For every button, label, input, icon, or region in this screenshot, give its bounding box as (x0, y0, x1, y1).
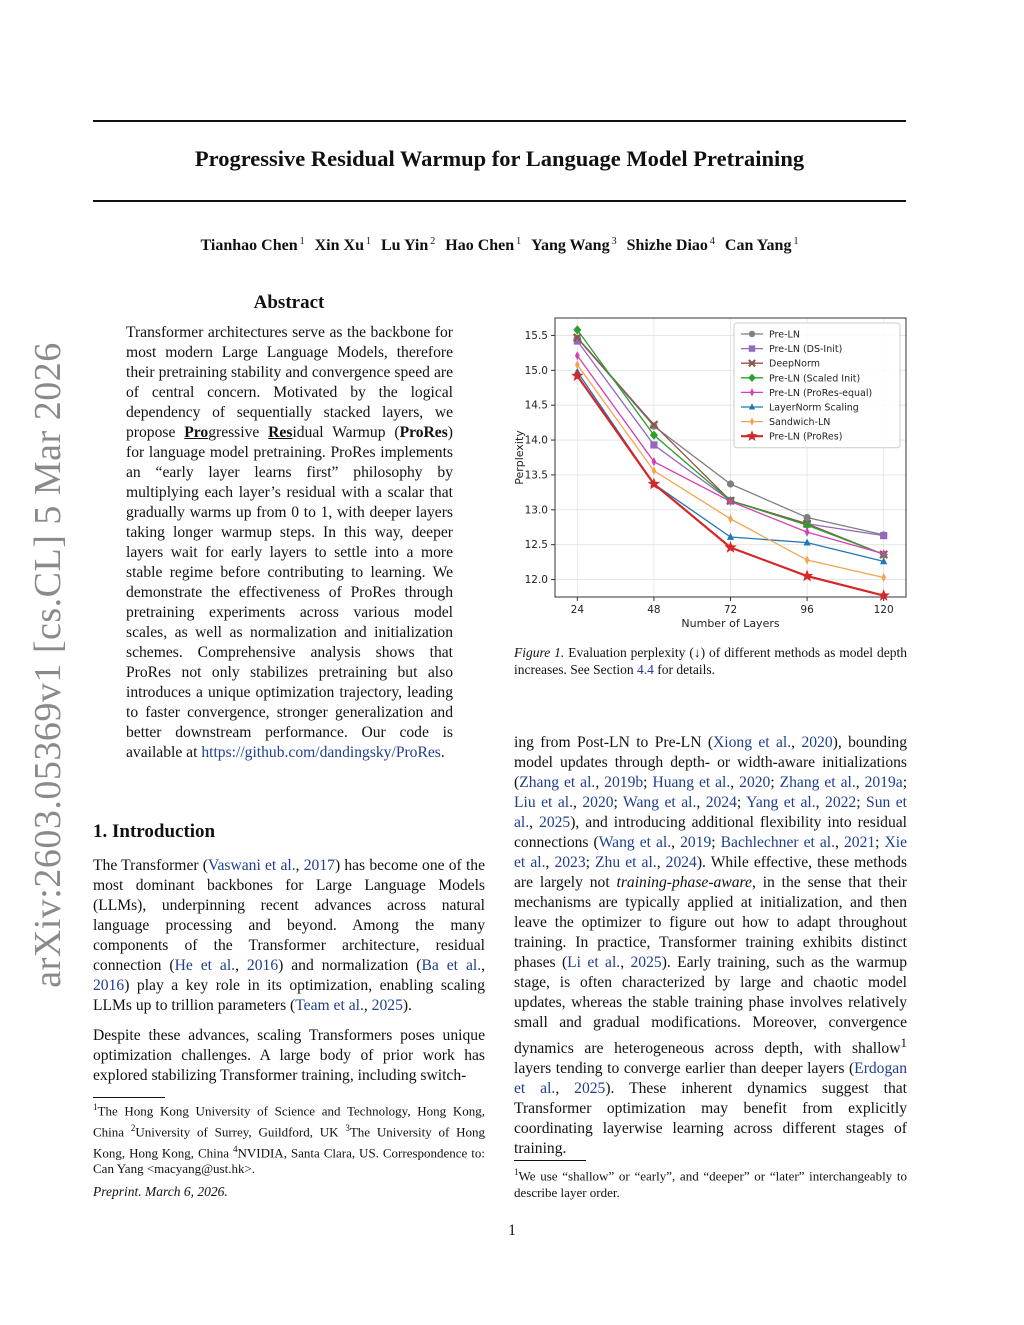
citation-link[interactable]: Erdogan et al. (514, 1060, 907, 1098)
citation-link[interactable]: 2016 (93, 977, 125, 994)
citation-link[interactable]: Bachlechner et al. (720, 834, 836, 851)
citation-link[interactable]: Zhang et al. (519, 774, 596, 791)
citation-link[interactable]: Ba et al. (421, 957, 482, 974)
footnote-mark: 1 (514, 1167, 519, 1177)
text-run: ; (613, 794, 624, 811)
citation-link[interactable]: 2025 (539, 814, 571, 831)
author-name: Can Yang $^1$ (724, 236, 799, 255)
citation-link[interactable]: Vaswani et al. (207, 857, 296, 874)
text-run: ; (856, 794, 867, 811)
author-name: Shizhe Diao $^4$ (626, 236, 715, 255)
citation-link[interactable]: Sun et al. (514, 794, 907, 831)
legend-label: Sandwich-LN (769, 417, 831, 429)
citation-link[interactable]: 2020 (739, 774, 771, 791)
citation-link[interactable]: 2023 (554, 854, 586, 871)
text-run: University of Surrey, Guildford, UK (135, 1124, 346, 1140)
data-point (650, 441, 657, 448)
text-run: ) has become one of the most dominant backbones for Large Language Models (LLMs), underpinning recent advances across natural language processing and beyond. Among the many components of the Transformer architecture, residual connection ( (93, 857, 486, 974)
author-affiliation-mark: 2 (430, 236, 436, 247)
text-run: ). These inherent dynamics suggest that Transformer optimization may benefit from explicitly coordinating layerwise learning across different stages of training. (514, 1080, 907, 1158)
text-run: , (481, 957, 486, 974)
citation-link[interactable]: Li et al. (567, 954, 621, 971)
author-name: Hao Chen $^1$ (445, 236, 522, 255)
text-run: , (855, 774, 865, 791)
legend-box (734, 323, 900, 448)
data-point (749, 331, 755, 337)
author-affiliation-mark: 1 (516, 236, 522, 247)
citation-link[interactable]: 2020 (801, 734, 833, 751)
y-tick-label: 15.0 (524, 364, 548, 377)
legend-label: Pre-LN (DS-Init) (769, 344, 843, 356)
text-run: layers tending to converge earlier than deeper layers ( (514, 1060, 855, 1078)
text-run: The Hong Kong University of Science and Technology, Hong Kong, China (93, 1103, 485, 1140)
x-tick-label: 72 (723, 604, 738, 616)
y-axis-label: Perplexity (513, 430, 526, 485)
author-affiliation-mark: 3 (611, 236, 617, 247)
author-name: Tianhao Chen $^1$ (200, 236, 305, 255)
legend-label: Pre-LN (ProRes) (769, 431, 843, 443)
text-run: ). While effective, these methods are largely not (514, 854, 908, 891)
footnote-mark: 2 (130, 1122, 136, 1133)
text-run: , (595, 774, 605, 791)
abstract-heading: Abstract (253, 292, 325, 313)
citation-link[interactable]: 2016 (246, 957, 279, 974)
text-run: , (620, 954, 631, 971)
paper-title: Progressive Residual Warmup for Language Model Pretraining (194, 146, 805, 171)
legend-label: DeepNorm (769, 358, 820, 370)
intro-paragraph-2: Despite these advances, scaling Transformers poses unique optimization challenges. A large body of prior work has explored stabilizing Transformer training, including switch- (93, 1027, 485, 1084)
citation-link[interactable]: 2019 (680, 834, 712, 851)
citation-link[interactable]: 2019a (864, 774, 903, 791)
emphasis-text: training-phase-aware (616, 874, 752, 891)
text-run: , (545, 854, 555, 871)
citation-link[interactable]: Wang et al. (598, 834, 672, 851)
citation-link[interactable]: 2025 (630, 954, 662, 971)
text-run: , (529, 814, 540, 831)
title-bottom-rule (93, 200, 906, 202)
figure-caption: Figure 1. Evaluation perplexity (↓) of different methods as model depth increases. See Section 4.4 for details. (514, 645, 907, 677)
data-point (727, 480, 734, 487)
author-affiliation-mark: 4 (709, 236, 715, 247)
citation-link[interactable]: 2022 (825, 794, 857, 811)
citation-link[interactable]: Xie et al. (514, 834, 908, 871)
legend-label: LayerNorm Scaling (769, 402, 859, 414)
citation-link[interactable]: He et al. (174, 957, 236, 974)
author-affiliation-mark: 1 (365, 236, 371, 247)
author-list (93, 236, 906, 255)
affiliations-footnote (93, 1099, 485, 1178)
text-run: , (815, 794, 826, 811)
text-run: ; (770, 774, 780, 791)
text-run: , (835, 834, 844, 851)
text-run: ), and introducing additional flexibility into residual connections ( (514, 814, 908, 851)
section-heading-introduction: 1. Introduction (93, 821, 216, 842)
citation-link[interactable]: Huang et al. (652, 774, 731, 791)
citation-link[interactable]: 2020 (582, 794, 614, 811)
text-run: , (696, 794, 706, 811)
intro-left-column (93, 856, 485, 1096)
citation-link[interactable]: 2025 (371, 997, 403, 1014)
text-run: ) and normalization ( (278, 957, 422, 974)
text-run: , (671, 834, 681, 851)
code-link[interactable]: https://github.com/dandingsky/ProRes (201, 744, 441, 761)
text-run: ; (902, 774, 908, 791)
text-run: ; (711, 834, 721, 851)
preprint-note: Preprint. March 6, 2026. (93, 1184, 228, 1199)
citation-link[interactable]: Xiong et al. (713, 734, 792, 751)
text-run: , (363, 997, 372, 1014)
footnote-mark: 3 (345, 1122, 350, 1133)
citation-link[interactable]: 2019b (604, 774, 644, 791)
citation-link[interactable]: 2024 (705, 794, 737, 811)
text-run: The University of Hong Kong, Hong Kong, China (93, 1124, 486, 1160)
citation-link[interactable]: 2025 (574, 1080, 606, 1098)
citation-link[interactable]: Wang et al. (623, 794, 697, 811)
citation-link[interactable]: Zhu et al. (595, 854, 657, 871)
footnote-mark: 4 (232, 1143, 238, 1154)
text-run: , (295, 857, 304, 874)
y-tick-label: 15.5 (524, 329, 548, 342)
author-name: Yang Wang $^3$ (531, 236, 617, 255)
text-run: ) play a key role in its optimization, enabling scaling LLMs up to trillion parameters ( (93, 977, 485, 1014)
text-run: , (235, 957, 247, 974)
text-run: , (572, 794, 583, 811)
intro-paragraph-1 (93, 856, 485, 1016)
author-affiliation-mark: 1 (793, 236, 799, 247)
data-point (749, 345, 755, 351)
section-ref-link[interactable]: 4.4 (636, 662, 654, 677)
text-run: , (730, 774, 740, 791)
figure-1-chart (510, 310, 910, 640)
footnote-rule-right (514, 1160, 586, 1161)
x-tick-label: 48 (647, 604, 661, 616)
citation-link[interactable]: 2017 (303, 857, 335, 874)
footnote-mark: 1 (900, 1035, 907, 1050)
citation-link[interactable]: Team et al. (295, 997, 364, 1014)
text-run: , (656, 854, 666, 871)
citation-link[interactable]: 2021 (843, 834, 876, 851)
y-tick-label: 12.5 (524, 539, 548, 552)
x-axis-label: Number of Layers (681, 617, 780, 630)
author-affiliation-mark: 1 (299, 236, 305, 247)
footnote-rule-left (93, 1097, 165, 1098)
y-tick-label: 13.5 (524, 469, 548, 482)
x-tick-label: 120 (873, 604, 894, 616)
citation-link[interactable]: Liu et al. (514, 794, 573, 811)
abstract-body: Transformer architectures serve as the backbone for most modern Large Language Models, therefore their pretraining stability and convergence speed are of central concern. Motivated by the logical dependency of sequentially stacked layers, we propose Progressive Residual Warmup (ProRes) for language model pretraining. ProRes implements an “early layer learns first” philosophy by multiplying each layer’s residual with a scalar that gradually warms up from 0 to 1, with deeper layers taking longer warmup steps. In this way, deeper layers wait for early layers to settle into a more stable regime before contributing to learning. We demonstrate the effectiveness of ProRes through pretraining experiments across various model scales, as well as normalization and initialization schemes. Comprehensive analysis shows that ProRes not only stabilizes pretraining but also introduces a unique optimization trajectory, leading to faster convergence, stronger generalization and better downstream performance. Our code is available at https://github.com/dandingsky/ProRes. (126, 324, 453, 761)
y-tick-label: 14.0 (524, 434, 548, 447)
x-tick-label: 96 (800, 604, 814, 616)
text-run: ; (585, 854, 596, 871)
text-run: We use “shallow” or “early”, and “deeper” or “later” interchangeably to describe layer order. (514, 1168, 907, 1200)
intro-right-column (514, 733, 907, 1159)
text-run: ; (875, 834, 885, 851)
y-tick-label: 14.5 (524, 399, 548, 412)
text-run: NVIDIA, Santa Clara, US. Correspondence to: Can Yang <macyang@ust.hk>. (93, 1144, 485, 1177)
text-run: ). (402, 997, 412, 1014)
citation-link[interactable]: Zhang et al. (779, 774, 856, 791)
page-number: 1 (508, 1222, 516, 1239)
citation-link[interactable]: 2024 (665, 854, 697, 871)
y-tick-label: 13.0 (524, 504, 548, 517)
text-run: ; (643, 774, 653, 791)
text-run: ing from Post-LN to Pre-LN ( (514, 734, 714, 751)
layer-order-footnote (514, 1164, 907, 1201)
text-run: , in the sense that their mechanisms are typically applied at initialization, and then leave the optimizer to figure out how to adapt throughout training. In practice, Transformer training exhibits distinct phases ( (514, 874, 907, 971)
text-run: ), bounding model updates through depth- or width-aware initializations ( (514, 734, 908, 791)
citation-link[interactable]: Yang et al. (746, 794, 816, 811)
text-run: The Transformer ( (93, 857, 208, 874)
data-point (880, 532, 887, 539)
text-run: ). Early training, such as the warmup stage, is often characterized by large and chaotic model updates, whereas the stable training phase involves relatively small and gradual modifications. Moreover, convergence dynamics are heterogeneous across depth, with shallow (514, 954, 908, 1058)
x-tick-label: 24 (570, 604, 585, 616)
text-run: , (555, 1080, 575, 1098)
author-name: Lu Yin $^2$ (380, 236, 436, 255)
legend-label: Pre-LN (Scaled Init) (769, 373, 861, 385)
author-name: Xin Xu $^1$ (314, 236, 371, 255)
footnote-mark: 1 (93, 1102, 98, 1112)
arxiv-watermark: arXiv:2603.05369v1 [cs.CL] 5 Mar 2026 (27, 342, 69, 988)
text-run: , (791, 734, 802, 751)
legend-label: Pre-LN (ProRes-equal) (769, 387, 873, 399)
text-run: ; (736, 794, 747, 811)
title-top-rule (93, 120, 906, 122)
y-tick-label: 12.0 (524, 574, 548, 587)
legend-label: Pre-LN (769, 329, 800, 341)
